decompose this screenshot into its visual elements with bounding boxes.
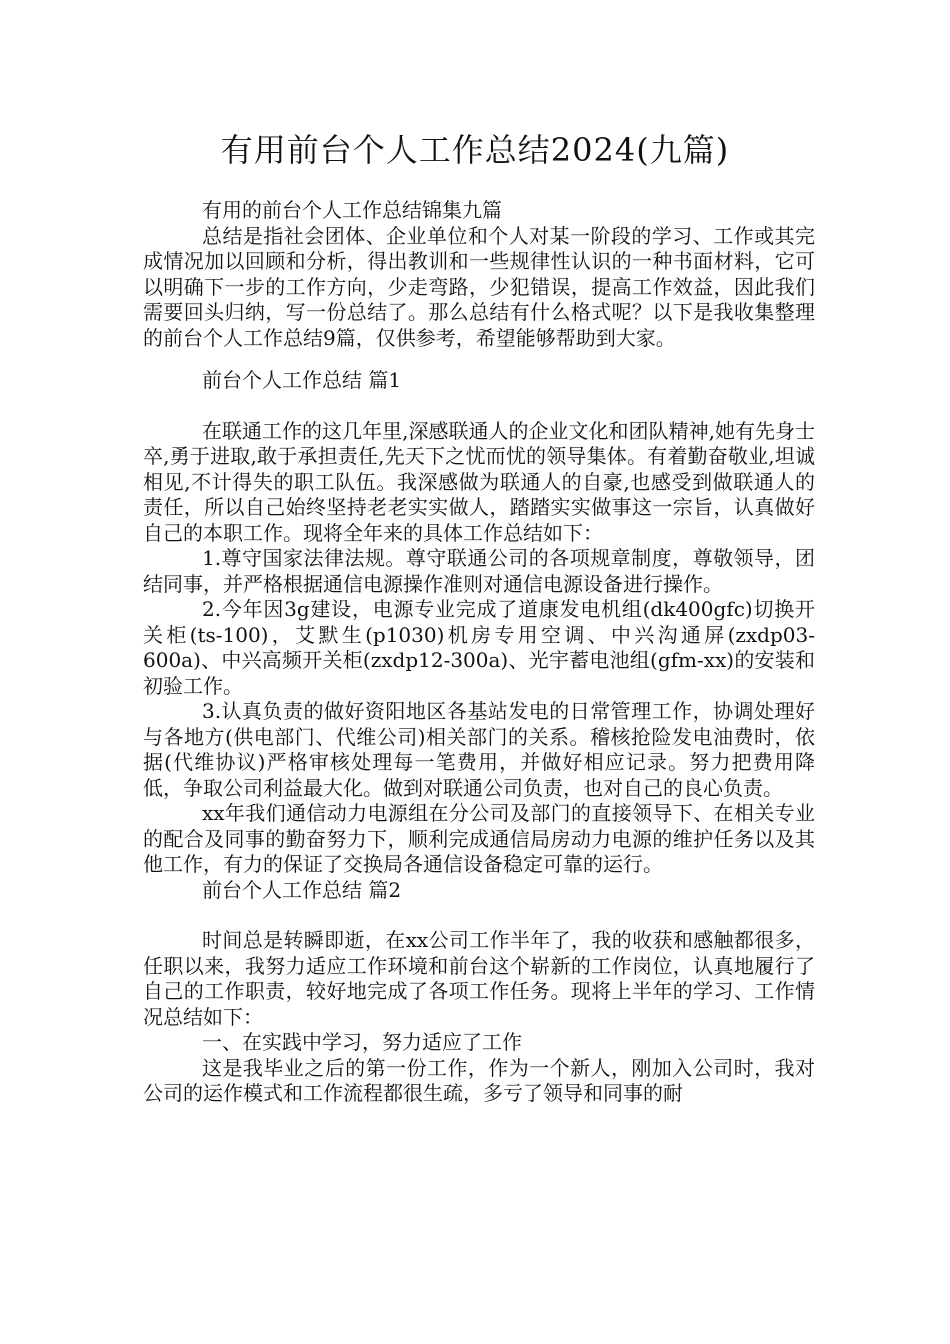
document-title: 有用前台个人工作总结2024(九篇) bbox=[220, 131, 730, 169]
section1-item-2: 2.今年因3g建设，电源专业完成了道康发电机组(dk400gfc)切换开关柜(ts-100)，艾默生(p1030)机房专用空调、中兴沟通屏(zxdp03-600a)、中兴高频开关柜(zxdp12-300a)、光宇蓄电池组(gfm-xx)的安装和初验工作。 bbox=[143, 597, 815, 698]
paragraph-gap bbox=[143, 351, 815, 368]
intro-paragraph: 总结是指社会团体、企业单位和个人对某一阶段的学习、工作或其完成情况加以回顾和分析，得出教训和一些规律性认识的一种书面材料，它可以明确下一步的工作方向，少走弯路，少犯错误，提高工作效益，因此我们需要回头归纳，写一份总结了。那么总结有什么格式呢？以下是我收集整理的前台个人工作总结9篇，仅供参考，希望能够帮助到大家。 bbox=[143, 223, 815, 350]
section2-paragraph-1: 时间总是转瞬即逝，在xx公司工作半年了，我的收获和感触都很多，任职以来，我努力适应工作环境和前台这个崭新的工作岗位，认真地履行了自己的工作职责，较好地完成了各项工作任务。现将上半年的学习、工作情况总结如下： bbox=[143, 928, 815, 1029]
document-body bbox=[143, 198, 815, 1107]
section2-paragraph-2: 这是我毕业之后的第一份工作，作为一个新人，刚加入公司时，我对公司的运作模式和工作流程都很生疏，多亏了领导和同事的耐 bbox=[143, 1055, 815, 1105]
paragraph-gap bbox=[143, 903, 815, 928]
paragraph-gap bbox=[143, 394, 815, 419]
section1-paragraph-1: 在联通工作的这几年里,深感联通人的企业文化和团队精神,她有先身士卒,勇于进取,敢于承担责任,先天下之忧而忧的领导集体。有着勤奋敬业,坦诚相见,不计得失的职工队伍。我深感做为联通人的自豪,也感受到做联通人的责任，所以自己始终坚持老老实实做人，踏踏实实做事这一宗旨，认真做好自己的本职工作。现将全年来的具体工作总结如下： bbox=[143, 418, 815, 545]
section1-paragraph-2: xx年我们通信动力电源组在分公司及部门的直接领导下、在相关专业的配合及同事的勤奋努力下，顺利完成通信局房动力电源的维护任务以及其他工作，有力的保证了交换局各通信设备稳定可靠的运行。 bbox=[143, 801, 815, 876]
document-subtitle: 有用的前台个人工作总结锦集九篇 bbox=[202, 198, 502, 222]
section-heading-2: 前台个人工作总结 篇2 bbox=[202, 877, 402, 902]
section2-subheading-1: 一、在实践中学习，努力适应了工作 bbox=[202, 1030, 522, 1054]
section-heading-1: 前台个人工作总结 篇1 bbox=[202, 368, 402, 392]
section1-item-3: 3.认真负责的做好资阳地区各基站发电的日常管理工作，协调处理好与各地方(供电部门、代维公司)相关部门的关系。稽核抢险发电油费时，依据(代维协议)严格审核处理每一笔费用，并做好相应记录。努力把费用降低，争取公司利益最大化。做到对联通公司负责，也对自己的良心负责。 bbox=[143, 699, 815, 800]
section1-item-1: 1.尊守国家法律法规。尊守联通公司的各项规章制度，尊敬领导，团结同事，并严格根据通信电源操作准则对通信电源设备进行操作。 bbox=[143, 546, 815, 596]
